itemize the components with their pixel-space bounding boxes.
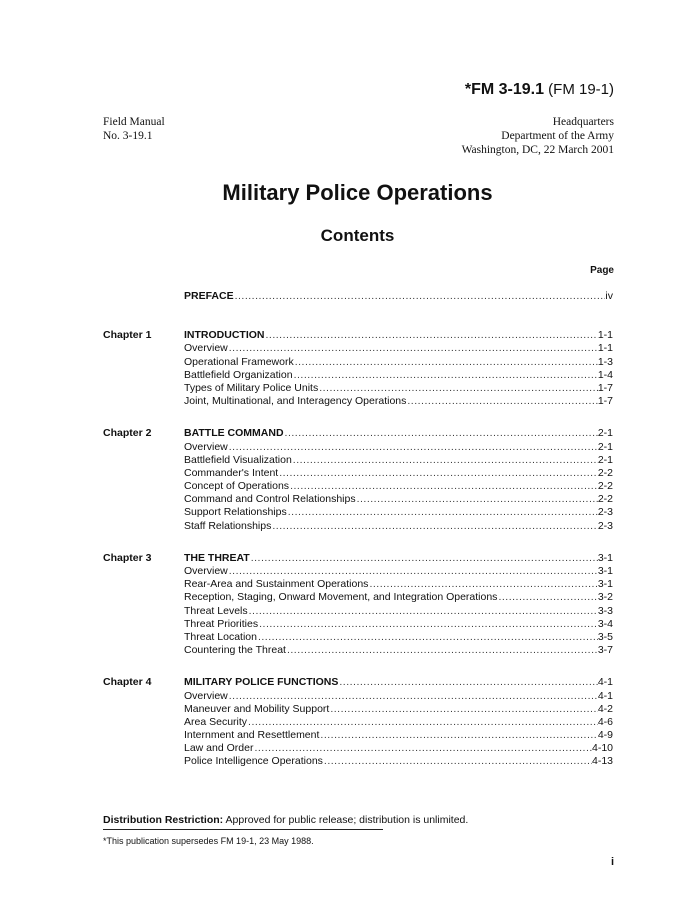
toc-entry-label: Threat Location — [184, 630, 257, 643]
toc-entry-label: Police Intelligence Operations — [184, 755, 323, 768]
toc-entry-label: Commander's Intent — [184, 466, 279, 479]
toc-entry-page: 3-1 — [597, 578, 613, 591]
field-manual-block — [103, 115, 165, 143]
toc-entry-page: 4-10 — [591, 742, 613, 755]
toc-entry-row[interactable] — [184, 342, 613, 355]
toc-entry-row[interactable] — [184, 565, 613, 578]
dot-leader — [287, 506, 598, 519]
toc-entry-row[interactable] — [184, 591, 613, 604]
toc-chapter-title: INTRODUCTION — [184, 329, 265, 342]
page-column-label: Page — [590, 265, 614, 276]
manual-number-main: *FM 3-19.1 — [464, 81, 544, 98]
toc-entry-page: 3-5 — [597, 630, 613, 643]
toc-entry-page: 3-7 — [597, 644, 613, 657]
toc-entry-label: Command and Control Relationships — [184, 493, 356, 506]
headquarters-label: Headquarters — [552, 116, 614, 128]
toc-entry-label: Internment and Resettlement — [184, 729, 320, 742]
toc-entry-label: Battlefield Organization — [184, 368, 293, 381]
toc-entry-label: Types of Military Police Units — [184, 381, 319, 394]
supersede-footnote: *This publication supersedes FM 19-1, 23 May 1988. — [103, 836, 314, 846]
toc-entry-label: Concept of Operations — [184, 480, 290, 493]
footnote-divider — [103, 829, 383, 830]
toc-entry-row[interactable] — [184, 520, 613, 533]
dot-leader — [497, 591, 597, 604]
toc-entry-label: Joint, Multinational, and Interagency Operations — [184, 395, 407, 408]
toc-entry-page: 4-6 — [597, 715, 613, 728]
distribution-label: Distribution Restriction: — [103, 814, 224, 826]
toc-entry-page: 2-2 — [597, 493, 613, 506]
toc-entry-row[interactable] — [184, 742, 613, 755]
dot-leader — [368, 578, 597, 591]
location-date: Washington, DC, 22 March 2001 — [461, 144, 614, 156]
toc-entry-page: iv — [605, 290, 613, 302]
document-title: Military Police Operations — [222, 180, 493, 205]
toc-entry-label: Law and Order — [184, 742, 254, 755]
toc-entry-row[interactable] — [184, 480, 613, 493]
dot-leader — [228, 441, 598, 454]
toc-chapter-title-row[interactable] — [184, 427, 613, 440]
toc-entry-label: Countering the Threat — [184, 644, 286, 657]
toc-chapter-title: MILITARY POLICE FUNCTIONS — [184, 676, 339, 689]
toc-entry-page: 2-2 — [597, 480, 613, 493]
dot-leader — [257, 631, 598, 644]
dot-leader — [271, 520, 597, 533]
toc-entry-page: 2-1 — [597, 427, 613, 440]
toc-entry-page: 1-1 — [597, 342, 613, 355]
chapter-label: Chapter 3 — [103, 551, 152, 564]
dot-leader — [318, 382, 598, 395]
toc-entry-page: 2-3 — [597, 519, 613, 532]
toc-entry-label: Overview — [184, 565, 228, 577]
toc-entry-page: 2-2 — [597, 466, 613, 479]
toc-chapter-title-row[interactable] — [184, 676, 613, 689]
toc-entry-label: Overview — [184, 689, 228, 702]
dot-leader — [319, 729, 597, 742]
toc-entry-label: Battlefield Visualization — [184, 453, 292, 466]
toc-entry-row[interactable] — [184, 755, 613, 768]
dot-leader — [294, 356, 598, 369]
toc-entry-row[interactable] — [184, 703, 613, 716]
toc-entry-row[interactable] — [184, 729, 613, 742]
toc-entry-row[interactable] — [184, 644, 613, 657]
dot-leader — [234, 290, 606, 303]
toc-entry-row[interactable] — [184, 467, 613, 480]
distribution-restriction — [103, 814, 468, 826]
toc-entry-label: Threat Levels — [184, 604, 248, 617]
toc-chapter-2 — [103, 427, 613, 533]
chapter-label: Chapter 4 — [103, 676, 152, 689]
toc-entry-page: 4-1 — [597, 676, 613, 689]
manual-number — [465, 81, 614, 99]
dot-leader — [289, 480, 598, 493]
dot-leader — [292, 454, 598, 467]
dot-leader — [228, 565, 598, 578]
dot-leader — [250, 552, 598, 565]
toc-entry-label: Staff Relationships — [184, 519, 272, 532]
dot-leader — [247, 716, 598, 729]
toc-entry-row[interactable] — [184, 578, 613, 591]
dot-leader — [228, 342, 598, 355]
toc-entry-label: Rear-Area and Sustainment Operations — [184, 578, 369, 591]
toc-entry-page: 4-9 — [597, 729, 613, 742]
toc-entry-label: Area Security — [184, 715, 248, 728]
dot-leader — [265, 329, 598, 342]
toc-entry-row[interactable] — [184, 493, 613, 506]
toc-entry-row[interactable] — [184, 506, 613, 519]
toc-entry-row[interactable] — [184, 716, 613, 729]
toc-chapter-title-row[interactable] — [184, 552, 613, 565]
toc-entry-page: 3-4 — [597, 617, 613, 630]
toc-chapter-title: BATTLE COMMAND — [184, 427, 284, 440]
dot-leader — [286, 644, 598, 657]
toc-entry-page: 4-2 — [597, 702, 613, 715]
headquarters-block — [462, 115, 614, 157]
toc-entry-page: 2-3 — [597, 506, 613, 519]
dot-leader — [253, 742, 592, 755]
toc-entry-label: Overview — [184, 342, 228, 355]
toc-entry-row[interactable] — [184, 618, 613, 631]
toc-chapter-4 — [103, 676, 613, 768]
contents-heading: Contents — [320, 226, 395, 245]
superseded-manual-number: (FM 19-1) — [548, 81, 614, 98]
toc-entry-row[interactable] — [184, 369, 613, 382]
toc-entry-row[interactable] — [184, 690, 613, 703]
field-manual-label: Field Manual — [103, 116, 165, 128]
toc-entry-row[interactable] — [184, 382, 613, 395]
dot-leader — [293, 369, 598, 382]
toc-preface-section — [103, 290, 613, 303]
toc-entry-label: Overview — [184, 440, 228, 453]
dot-leader — [338, 676, 597, 689]
toc-entry-row[interactable] — [184, 395, 613, 408]
toc-chapter-title-row[interactable] — [184, 329, 613, 342]
toc-entry-label: PREFACE — [184, 290, 234, 302]
toc-chapter-1 — [103, 329, 613, 408]
toc-entry-page: 1-7 — [597, 395, 613, 408]
dot-leader — [284, 427, 598, 440]
toc-entry-page: 4-13 — [591, 755, 613, 768]
department-label: Department of the Army — [501, 130, 614, 142]
toc-chapter-title: THE THREAT — [184, 551, 250, 564]
toc-entry-page: 2-1 — [597, 453, 613, 466]
toc-entry-label: Maneuver and Mobility Support — [184, 702, 330, 715]
toc-entry-page: 1-4 — [597, 368, 613, 381]
chapter-label: Chapter 1 — [103, 329, 152, 342]
toc-entry-page: 1-7 — [597, 381, 613, 394]
dot-leader — [258, 618, 598, 631]
distribution-text: Approved for public release; distribution is unlimited. — [225, 814, 469, 826]
dot-leader — [323, 755, 592, 768]
toc-entry-page: 4-1 — [597, 689, 613, 702]
toc-entry-page: 3-2 — [597, 591, 613, 604]
toc-entry-label: Support Relationships — [184, 506, 287, 519]
dot-leader — [228, 690, 598, 703]
toc-entry-row[interactable] — [184, 454, 613, 467]
dot-leader — [248, 605, 598, 618]
toc-entry-label: Operational Framework — [184, 355, 294, 368]
dot-leader — [356, 493, 598, 506]
toc-entry-page: 1-3 — [597, 355, 613, 368]
toc-entry-page: 3-1 — [597, 551, 613, 564]
toc-entry-page: 3-1 — [597, 565, 613, 577]
dot-leader — [278, 467, 598, 480]
toc-entry-page: 3-3 — [597, 604, 613, 617]
field-manual-number: No. 3-19.1 — [103, 130, 153, 142]
dot-leader — [329, 703, 597, 716]
toc-entry-label: Threat Priorities — [184, 617, 259, 630]
toc-entry-label: Reception, Staging, Onward Movement, and Integration Operations — [184, 591, 498, 604]
toc-entry-row[interactable] — [184, 605, 613, 618]
page-number: i — [610, 856, 614, 868]
toc-entry-page: 2-1 — [597, 440, 613, 453]
toc-chapter-3 — [103, 552, 613, 658]
toc-entry-row[interactable] — [184, 441, 613, 454]
dot-leader — [406, 395, 597, 408]
toc-entry-page: 1-1 — [597, 329, 613, 342]
toc-preface-row[interactable] — [184, 290, 613, 303]
toc-entry-row[interactable] — [184, 631, 613, 644]
chapter-label: Chapter 2 — [103, 427, 152, 440]
table-of-contents — [103, 290, 613, 788]
toc-entry-row[interactable] — [184, 356, 613, 369]
